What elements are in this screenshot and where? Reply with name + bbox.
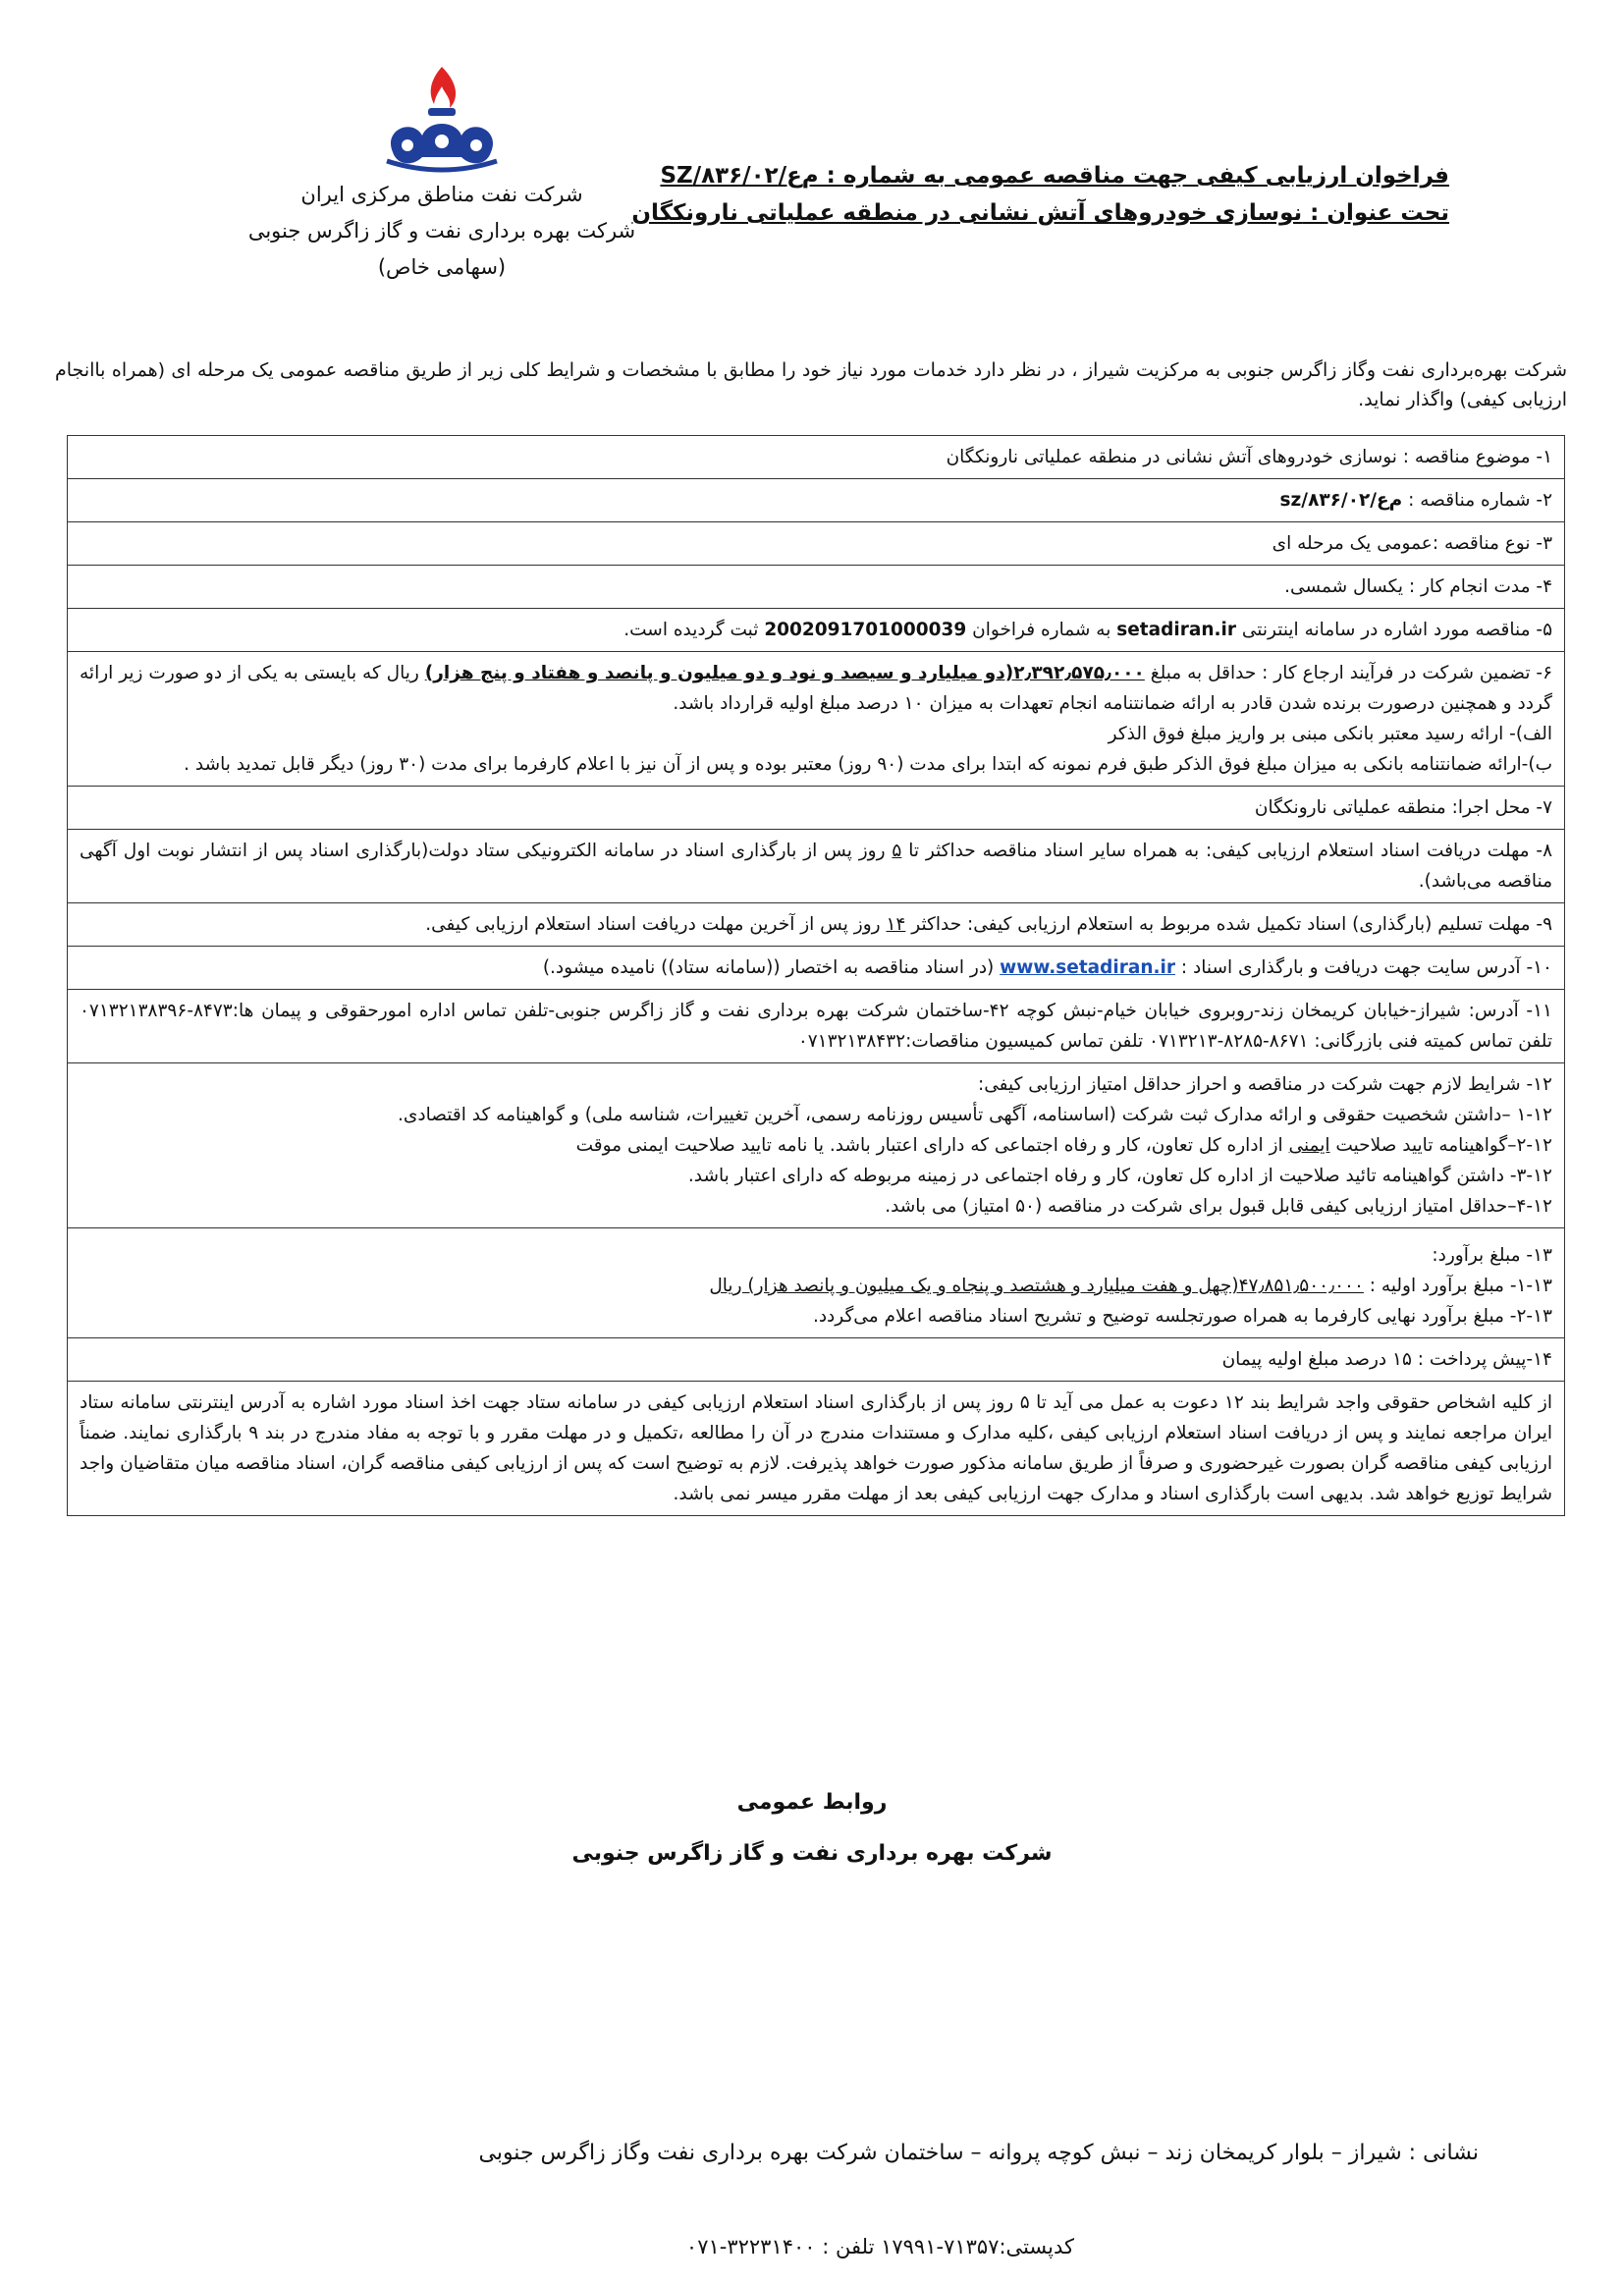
call-number: 2002091701000039 [764, 620, 967, 640]
intro-paragraph: شرکت بهره‌برداری نفت وگاز زاگرس جنوبی به مرکزیت شیراز ، در نظر دارد خدمات مورد نیاز خود را مطابق با مشخصات و شرایط کلی زیر از طریق مناقصه عمومی یک مرحله ای (همراه باانجام ارزیابی کیفی) واگذار نماید. [55, 359, 1567, 410]
estimate-final: ۲-۱۳- مبلغ برآورد نهایی کارفرما به همراه صورتجلسه توضیح و تشریح اسناد مناقصه اعلام می‌گردد. [812, 1306, 1552, 1327]
guarantee-amount: ۲٫۳۹۲٫۵۷۵٫۰۰۰(دو میلیارد و سیصد و نود و دو میلیون و پانصد و هفتاد و پنج هزار) [424, 663, 1145, 683]
setadiran-link[interactable]: www.setadiran.ir [1000, 957, 1176, 978]
condition-2-text-a: ۲-۱۲–گواهینامه تایید صلاحیت [1329, 1135, 1552, 1156]
title-subject: نوسازی خودروهای آتش نشانی در منطقه عملیاتی نارونکگان [631, 200, 1303, 226]
footer-address: نشانی : شیراز – بلوار کریمخان زند – نبش کوچه پروانه – ساختمان شرکت بهره برداری نفت وگاز زاگرس جنوبی [478, 2141, 1479, 2165]
registration-site: setadiran.ir [1116, 620, 1236, 640]
condition-2-safety: ایمنی [1288, 1135, 1330, 1156]
row-duration: ۴- مدت انجام کار : یکسال شمسی. [68, 566, 1564, 609]
company-type: (سهامی خاص) [377, 255, 507, 279]
signature-company: شرکت بهره برداری نفت و گاز زاگرس جنوبی [571, 1841, 1053, 1866]
condition-2 [80, 1130, 1552, 1161]
row-guarantee [68, 652, 1564, 787]
row-prepayment: ۱۴-پیش پرداخت : ۱۵ درصد مبلغ اولیه پیمان [68, 1338, 1564, 1382]
public-relations-label: روابط عمومی [736, 1790, 888, 1815]
estimate-initial-amount: ۴۷٫۸۵۱٫۵۰۰٫۰۰۰(چهل و هفت میلیارد و هشتصد و پنجاه و یک میلیون و پانصد هزار) ریال [709, 1276, 1364, 1296]
signature-block [0, 1777, 1624, 1879]
row-address: ۱۱- آدرس: شیراز-خیابان کریمخان زند-روبروی خیابان خیام-نبش کوچه ۴۲-ساختمان شرکت بهره برداری نفت و گاز زاگرس جنوبی-تلفن تماس اداره امورحقوقی و پیمان ها:۸۴۷۳-۰۷۱۳۲۱۳۸۳۹۶ تلفن تماس کمیته فنی بازرگانی: ۸۶۷۱-۸۲۸۵-۰۷۱۳۲۱۳ تلفن تماس کمیسیون مناقصات:۰۷۱۳۲۱۳۸۴۳۲ [68, 990, 1564, 1063]
tender-number-label: ۲- شماره مناقصه : [1402, 490, 1552, 511]
estimate-initial [80, 1271, 1552, 1301]
row-registration [68, 609, 1564, 652]
estimate-title: ۱۳- مبلغ برآورد: [1432, 1245, 1552, 1266]
row-estimate [68, 1228, 1564, 1338]
registration-text-b: به شماره فراخوان [966, 620, 1117, 640]
row-closing-note: از کلیه اشخاص حقوقی واجد شرایط بند ۱۲ دعوت به عمل می آید تا ۵ روز پس از بارگذاری اسناد استعلام ارزیابی کیفی در سامانه ستاد جهت اخذ اسناد مورد اشاره به آدرس اینترنتی سامانه ستاد ایران مراجعه نمایند و پس از دریافت اسناد استعلام ارزیابی کیفی ،کلیه مدارک و مستندات مندرج در آن را مطالعه ،تکمیل و در مهلت مقرر و با توجه به مفاد مندرج در بند ۹ بارگذاری نمایند. ضمناً ارزیابی کیفی مناقصه گران بصورت غیرحضوری و صرفاً از طریق سامانه مذکور صورت خواهد پذیرفت. لازم به توضیح است که پس از ارزیابی کیفی مناقصه گران، اسناد مناقصه میان متقاضیان واجد شرایط توزیع خواهد شد. بدیهی است بارگذاری اسناد و مدارک جهت ارزیابی کیفی بعد از مهلت مقرر میسر نمی باشد. [80, 1392, 1552, 1504]
registration-text-c: ثبت گردیده است. [623, 620, 765, 640]
row-document-deadline [68, 830, 1564, 903]
row-website [68, 947, 1564, 990]
title-line-2 [631, 194, 1449, 232]
footer-postal-phone: کدپستی:۷۱۳۵۷-۱۷۹۹۱ تلفن : ۳۲۲۳۱۴۰۰-۰۷۱ [685, 2235, 1074, 2258]
row-conditions [68, 1063, 1564, 1228]
website-text-b: (در اسناد مناقصه به اختصار ((سامانه ستاد)) نامیده میشود.) [542, 957, 1001, 978]
submission-text-b: روز پس از آخرین مهلت دریافت اسناد استعلام ارزیابی کیفی. [425, 914, 887, 935]
row-tender-number [68, 479, 1564, 522]
company-name-1: شرکت نفت مناطق مرکزی ایران [300, 183, 583, 206]
company-header [245, 59, 638, 286]
condition-3: ۳-۱۲- داشتن گواهینامه تائید صلاحیت از اداره کل تعاون، کار و رفاه اجتماعی در زمینه مربوطه که دارای اعتبار باشد. [687, 1166, 1552, 1186]
tender-details-table [67, 435, 1565, 1516]
condition-1: ۱-۱۲ –داشتن شخصیت حقوقی و ارائه مدارک ثبت شرکت (اساسنامه، آگهی تأسیس روزنامه رسمی، آخرین تغییرات، شناسه ملی) و گواهینامه کد اقتصادی. [398, 1105, 1552, 1125]
guarantee-option-be: ب)-ارائه ضمانتنامه بانکی به میزان مبلغ فوق الذکر طبق فرم نمونه که ابتدا برای مدت (۹۰ روز) معتبر بوده و پس از آن نیز با اعلام کارفرما برای مدت (۳۰ روز) دیگر قابل تمدید باشد . [184, 754, 1552, 775]
document-title [631, 157, 1449, 232]
estimate-initial-label: ۱-۱۳- مبلغ برآورد اولیه : [1363, 1276, 1552, 1296]
condition-2-text-b: از اداره کل تعاون، کار و رفاه اجتماعی که دارای اعتبار باشد. یا نامه تایید صلاحیت ایمنی موقت [575, 1135, 1289, 1156]
guarantee-paragraph [80, 658, 1552, 719]
guarantee-text-b: ریال که بایستی به یکی از دو صورت زیر ارائه گردد و همچنین درصورت برنده شدن قادر به ارائه ضمانتنامه انجام تعهدات به میزان ۱۰ درصد مبلغ اولیه قرارداد باشد. [80, 663, 1552, 714]
title-label: تحت عنوان : [1302, 200, 1449, 226]
submission-text-a: ۹- مهلت تسلیم (بارگذاری) اسناد تکمیل شده مربوط به استعلام ارزیابی کیفی: حداکثر [905, 914, 1552, 935]
title-text-1: فراخوان ارزیابی کیفی جهت مناقصه عمومی به شماره : م‌ع/۸۳۶/۰۲/SZ [660, 163, 1449, 189]
tender-number-value: م‌ع/۸۳۶/۰۲/sz [1279, 490, 1403, 511]
submission-days: ۱۴ [886, 914, 906, 935]
row-tender-type: ۳- نوع مناقصه :عمومی یک مرحله ای [68, 522, 1564, 566]
condition-4: ۴-۱۲–حداقل امتیاز ارزیابی کیفی قابل قبول برای شرکت در مناقصه (۵۰ امتیاز) می باشد. [885, 1196, 1552, 1217]
guarantee-option-alef: الف)- ارائه رسید معتبر بانکی مبنی بر واریز مبلغ فوق الذکر [1108, 724, 1552, 744]
company-name-2: شرکت بهره برداری نفت و گاز زاگرس جنوبی [247, 219, 636, 243]
row-subject: ۱- موضوع مناقصه : نوسازی خودروهای آتش نشانی در منطقه عملیاتی نارونکگان [68, 436, 1564, 479]
guarantee-text-a: ۶- تضمین شرکت در فرآیند ارجاع کار : حداقل به مبلغ [1144, 663, 1553, 683]
deadline-text-a: ۸- مهلت دریافت اسناد استعلام ارزیابی کیفی: به همراه سایر اسناد مناقصه حداکثر تا [901, 841, 1552, 861]
row-submission-deadline [68, 903, 1564, 947]
website-text-a: ۱۰- آدرس سایت جهت دریافت و بارگذاری اسناد : [1175, 957, 1552, 978]
deadline-text-b: روز پس از بارگذاری اسناد در سامانه الکترونیکی ستاد دولت(بارگذاری اسناد پس از انتشار نوبت اول آگهی مناقصه می‌باشد). [80, 841, 1552, 892]
row-location: ۷- محل اجرا: منطقه عملیاتی نارونکگان [68, 787, 1564, 830]
registration-text-a: ۵- مناقصه مورد اشاره در سامانه اینترنتی [1236, 620, 1552, 640]
title-line-1 [660, 157, 1449, 194]
deadline-days: ۵ [892, 841, 902, 861]
company-logo-icon [373, 59, 511, 177]
conditions-title: ۱۲- شرایط لازم جهت شرکت در مناقصه و احراز حداقل امتیاز ارزیابی کیفی: [977, 1074, 1552, 1095]
